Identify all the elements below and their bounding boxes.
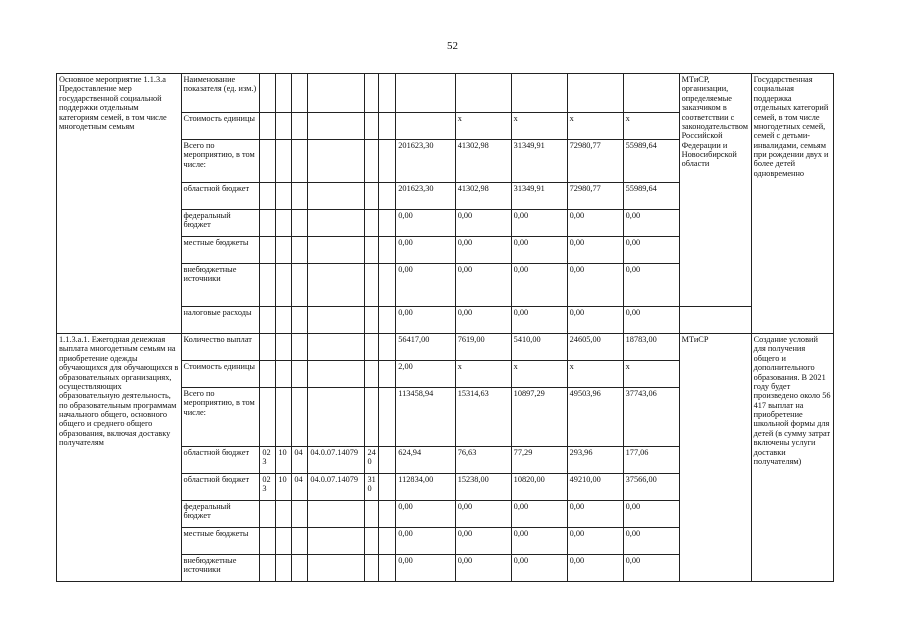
code-cell xyxy=(292,528,308,555)
year-cell: x xyxy=(511,113,567,140)
indicator-cell: внебюджетные источники xyxy=(181,555,260,582)
code-cell xyxy=(379,528,396,555)
code-cell xyxy=(308,528,365,555)
code-cell: 10 xyxy=(276,474,292,501)
code-cell xyxy=(276,388,292,447)
measure-name: 1.1.3.а.1. Ежегодная денежная выплата многодетным семьям на приобретение одежды обучающихся для обучающихся в образовательных организациях, осуществляющих образовательную деятельность, по образовательным программам начального общего, основного общего и среднего общего образования, включая доставку получателям xyxy=(57,334,182,582)
code-cell xyxy=(260,140,276,183)
year-cell: 0,00 xyxy=(511,555,567,582)
code-cell: 04.0.07.14079 xyxy=(308,474,365,501)
code-cell xyxy=(379,74,396,113)
code-cell xyxy=(292,74,308,113)
code-cell xyxy=(365,237,379,264)
year-cell: 49503,96 xyxy=(567,388,623,447)
indicator-cell: налоговые расходы xyxy=(181,307,260,334)
total-cell: 0,00 xyxy=(396,210,455,237)
year-cell: 76,63 xyxy=(455,447,511,474)
year-cell: 0,00 xyxy=(511,501,567,528)
code-cell: 10 xyxy=(276,447,292,474)
year-cell: x xyxy=(623,361,679,388)
code-cell xyxy=(379,307,396,334)
code-cell xyxy=(308,183,365,210)
code-cell xyxy=(260,237,276,264)
code-cell xyxy=(292,307,308,334)
code-cell xyxy=(379,140,396,183)
code-cell xyxy=(379,237,396,264)
year-cell: 15314,63 xyxy=(455,388,511,447)
code-cell: 04 xyxy=(292,474,308,501)
year-cell: 0,00 xyxy=(567,501,623,528)
year-cell: 0,00 xyxy=(455,555,511,582)
responsible-cell: МТиСР, организации, определяемые заказчиком в соответствии с законодательством Российской Федерации и Новосибирской области xyxy=(679,74,751,307)
year-cell: 177,06 xyxy=(623,447,679,474)
year-cell: 0,00 xyxy=(623,501,679,528)
year-cell: 0,00 xyxy=(511,237,567,264)
code-cell xyxy=(379,555,396,582)
code-cell xyxy=(276,501,292,528)
year-cell: 0,00 xyxy=(623,210,679,237)
year-cell: 0,00 xyxy=(567,264,623,307)
total-cell: 201623,30 xyxy=(396,140,455,183)
year-cell: 31349,91 xyxy=(511,183,567,210)
code-cell xyxy=(308,113,365,140)
total-cell: 0,00 xyxy=(396,528,455,555)
indicator-cell: Количество выплат xyxy=(181,334,260,361)
year-cell: 55989,64 xyxy=(623,140,679,183)
code-cell xyxy=(292,361,308,388)
year-cell: x xyxy=(567,113,623,140)
indicator-cell: областной бюджет xyxy=(181,447,260,474)
indicator-cell: областной бюджет xyxy=(181,183,260,210)
year-cell: 0,00 xyxy=(623,264,679,307)
result-cell: Создание условий для получения общего и дополнительного образования. В 2021 году будет произведено около 56 417 выплат на приобретение школьной формы для детей (в сумму затрат включены услуги доставки получателям) xyxy=(751,334,833,582)
total-cell xyxy=(396,113,455,140)
code-cell xyxy=(379,388,396,447)
total-cell: 0,00 xyxy=(396,307,455,334)
total-cell: 0,00 xyxy=(396,555,455,582)
year-cell: 5410,00 xyxy=(511,334,567,361)
code-cell xyxy=(276,74,292,113)
code-cell xyxy=(379,474,396,501)
indicator-cell: Наименование показателя (ед. изм.) xyxy=(181,74,260,113)
year-cell: 0,00 xyxy=(511,307,567,334)
table-row xyxy=(57,74,834,113)
measure-name: Основное мероприятие 1.1.3.а Предоставление мер государственной социальной поддержки отдельным категориям семей, в том числе многодетным семьям xyxy=(57,74,182,334)
code-cell xyxy=(260,528,276,555)
year-cell xyxy=(511,74,567,113)
year-cell: 15238,00 xyxy=(455,474,511,501)
program-table xyxy=(56,73,834,582)
year-cell: 31349,91 xyxy=(511,140,567,183)
year-cell xyxy=(623,74,679,113)
code-cell xyxy=(365,361,379,388)
total-cell xyxy=(396,74,455,113)
code-cell xyxy=(292,388,308,447)
year-cell: 72980,77 xyxy=(567,140,623,183)
year-cell: 0,00 xyxy=(567,210,623,237)
year-cell: 41302,98 xyxy=(455,183,511,210)
year-cell: 0,00 xyxy=(567,237,623,264)
responsible-cell: МТиСР xyxy=(679,334,751,582)
year-cell: 0,00 xyxy=(567,528,623,555)
code-cell xyxy=(379,361,396,388)
year-cell: 0,00 xyxy=(567,555,623,582)
code-cell xyxy=(308,334,365,361)
code-cell xyxy=(260,183,276,210)
year-cell: 10897,29 xyxy=(511,388,567,447)
code-cell xyxy=(365,113,379,140)
code-cell xyxy=(292,113,308,140)
year-cell: 0,00 xyxy=(623,307,679,334)
year-cell: x xyxy=(623,113,679,140)
code-cell xyxy=(308,210,365,237)
code-cell xyxy=(276,237,292,264)
year-cell: 77,29 xyxy=(511,447,567,474)
responsible-cell-empty xyxy=(679,307,751,334)
year-cell: 37743,06 xyxy=(623,388,679,447)
year-cell: 10820,00 xyxy=(511,474,567,501)
code-cell xyxy=(308,307,365,334)
total-cell: 113458,94 xyxy=(396,388,455,447)
year-cell: 49210,00 xyxy=(567,474,623,501)
year-cell xyxy=(567,74,623,113)
total-cell: 201623,30 xyxy=(396,183,455,210)
code-cell xyxy=(292,334,308,361)
code-cell: 023 xyxy=(260,474,276,501)
year-cell: 7619,00 xyxy=(455,334,511,361)
code-cell xyxy=(365,501,379,528)
code-cell xyxy=(292,183,308,210)
year-cell: 72980,77 xyxy=(567,183,623,210)
year-cell: 24605,00 xyxy=(567,334,623,361)
total-cell: 56417,00 xyxy=(396,334,455,361)
code-cell: 04 xyxy=(292,447,308,474)
total-cell: 112834,00 xyxy=(396,474,455,501)
code-cell xyxy=(365,555,379,582)
code-cell xyxy=(260,210,276,237)
year-cell: 41302,98 xyxy=(455,140,511,183)
code-cell xyxy=(292,237,308,264)
code-cell xyxy=(276,113,292,140)
year-cell: 0,00 xyxy=(623,528,679,555)
code-cell: 04.0.07.14079 xyxy=(308,447,365,474)
total-cell: 0,00 xyxy=(396,237,455,264)
code-cell xyxy=(379,113,396,140)
table-row xyxy=(57,334,834,361)
code-cell xyxy=(365,528,379,555)
code-cell xyxy=(308,264,365,307)
code-cell xyxy=(379,447,396,474)
year-cell: 293,96 xyxy=(567,447,623,474)
code-cell xyxy=(379,501,396,528)
code-cell xyxy=(292,501,308,528)
code-cell xyxy=(276,361,292,388)
code-cell xyxy=(276,140,292,183)
code-cell xyxy=(260,113,276,140)
code-cell xyxy=(308,555,365,582)
year-cell: x xyxy=(567,361,623,388)
code-cell xyxy=(292,210,308,237)
total-cell: 624,94 xyxy=(396,447,455,474)
code-cell xyxy=(308,388,365,447)
indicator-cell: внебюджетные источники xyxy=(181,264,260,307)
code-cell xyxy=(276,555,292,582)
indicator-cell: Всего по мероприятию, в том числе: xyxy=(181,140,260,183)
indicator-cell: федеральный бюджет xyxy=(181,501,260,528)
indicator-cell: федеральный бюджет xyxy=(181,210,260,237)
code-cell xyxy=(292,264,308,307)
code-cell: 310 xyxy=(365,474,379,501)
code-cell xyxy=(308,74,365,113)
code-cell xyxy=(365,388,379,447)
code-cell xyxy=(365,183,379,210)
year-cell: x xyxy=(511,361,567,388)
code-cell xyxy=(276,264,292,307)
year-cell: 18783,00 xyxy=(623,334,679,361)
code-cell xyxy=(276,528,292,555)
year-cell: 0,00 xyxy=(511,210,567,237)
year-cell xyxy=(455,74,511,113)
indicator-cell: Стоимость единицы xyxy=(181,113,260,140)
indicator-cell: Стоимость единицы xyxy=(181,361,260,388)
code-cell xyxy=(365,140,379,183)
indicator-cell: Всего по мероприятию, в том числе: xyxy=(181,388,260,447)
code-cell xyxy=(260,501,276,528)
code-cell xyxy=(260,361,276,388)
code-cell xyxy=(365,307,379,334)
code-cell xyxy=(365,334,379,361)
code-cell xyxy=(260,74,276,113)
code-cell xyxy=(308,501,365,528)
code-cell xyxy=(260,388,276,447)
year-cell: 0,00 xyxy=(511,264,567,307)
code-cell xyxy=(379,210,396,237)
year-cell: x xyxy=(455,113,511,140)
year-cell: 0,00 xyxy=(623,237,679,264)
code-cell xyxy=(276,307,292,334)
year-cell: 0,00 xyxy=(455,237,511,264)
year-cell: 55989,64 xyxy=(623,183,679,210)
code-cell xyxy=(379,334,396,361)
code-cell: 023 xyxy=(260,447,276,474)
year-cell: 0,00 xyxy=(455,501,511,528)
indicator-cell: местные бюджеты xyxy=(181,528,260,555)
code-cell xyxy=(260,307,276,334)
code-cell xyxy=(379,264,396,307)
total-cell: 0,00 xyxy=(396,264,455,307)
indicator-cell: областной бюджет xyxy=(181,474,260,501)
code-cell xyxy=(365,74,379,113)
code-cell xyxy=(292,140,308,183)
code-cell xyxy=(308,140,365,183)
code-cell xyxy=(276,334,292,361)
year-cell: 0,00 xyxy=(567,307,623,334)
code-cell xyxy=(292,555,308,582)
year-cell: 0,00 xyxy=(455,210,511,237)
code-cell xyxy=(365,264,379,307)
indicator-cell: местные бюджеты xyxy=(181,237,260,264)
page-number: 52 xyxy=(447,40,458,52)
result-cell: Государственная социальная поддержка отдельных категорий семей, в том числе многодетных семей, семей с детьми-инвалидами, семьям при рождении двух и более детей одновременно xyxy=(751,74,833,334)
code-cell xyxy=(260,334,276,361)
year-cell: 0,00 xyxy=(511,528,567,555)
year-cell: 37566,00 xyxy=(623,474,679,501)
code-cell xyxy=(260,264,276,307)
year-cell: 0,00 xyxy=(623,555,679,582)
code-cell xyxy=(308,361,365,388)
code-cell xyxy=(379,183,396,210)
total-cell: 2,00 xyxy=(396,361,455,388)
total-cell: 0,00 xyxy=(396,501,455,528)
code-cell xyxy=(260,555,276,582)
code-cell: 240 xyxy=(365,447,379,474)
code-cell xyxy=(276,183,292,210)
code-cell xyxy=(276,210,292,237)
code-cell xyxy=(308,237,365,264)
year-cell: 0,00 xyxy=(455,528,511,555)
year-cell: x xyxy=(455,361,511,388)
code-cell xyxy=(365,210,379,237)
year-cell: 0,00 xyxy=(455,307,511,334)
year-cell: 0,00 xyxy=(455,264,511,307)
